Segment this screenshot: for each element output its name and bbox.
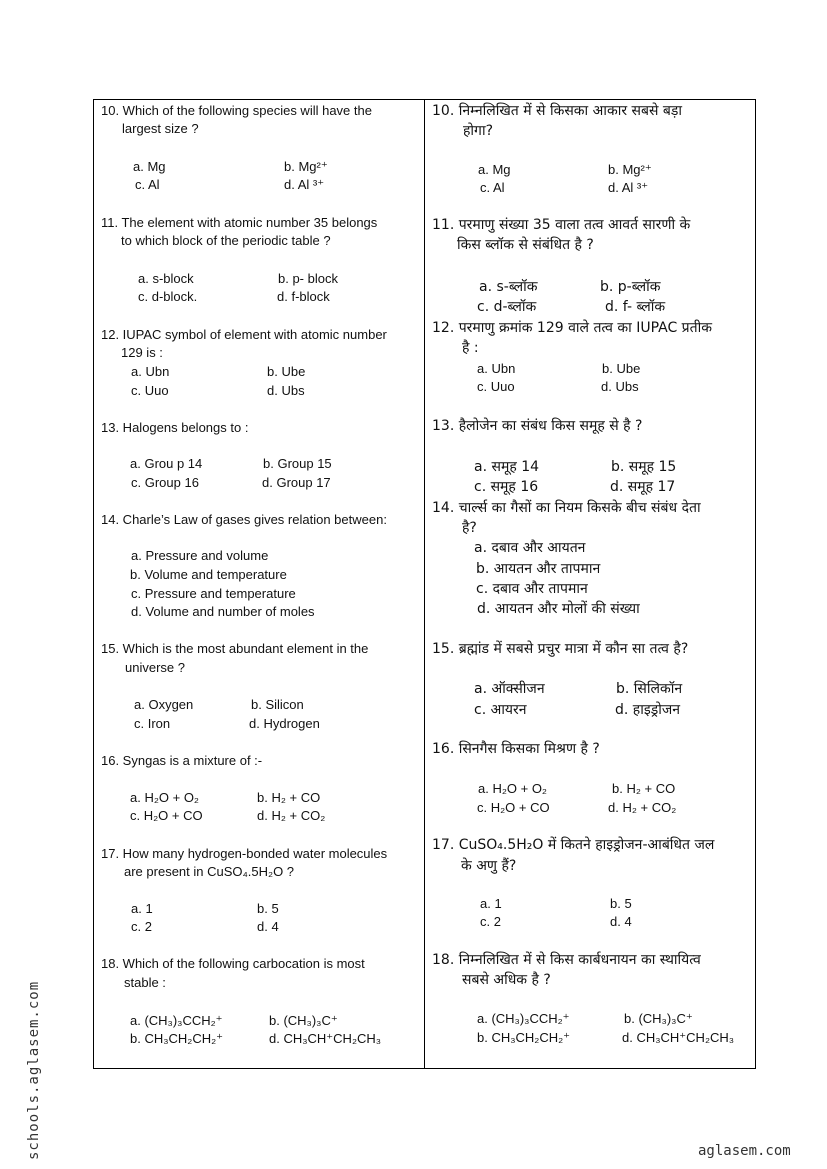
option-b: b. Ube bbox=[602, 361, 641, 376]
question-stem: 16. सिनगैस किसका मिश्रण है ? bbox=[432, 741, 600, 757]
option-a: a. Mg bbox=[478, 162, 511, 177]
option-d: d. Ubs bbox=[601, 379, 639, 394]
option-c: c. d-ब्लॉक bbox=[477, 299, 537, 315]
option-b: b. Silicon bbox=[251, 697, 304, 712]
option-d: d. आयतन और मोलों की संख्या bbox=[477, 601, 640, 617]
option-b: b. 5 bbox=[257, 901, 279, 916]
option-b: b. Group 15 bbox=[263, 456, 332, 471]
option-c: c. Group 16 bbox=[131, 475, 199, 490]
option-a: a. 1 bbox=[131, 901, 153, 916]
question-stem: 13. Halogens belongs to : bbox=[101, 420, 249, 435]
question-stem: 17. CuSO₄.5H₂O में कितने हाइड्रोजन-आबंधित जल bbox=[432, 837, 715, 853]
question-stem: 18. Which of the following carbocation is most bbox=[101, 956, 365, 971]
question-stem: 17. How many hydrogen-bonded water molecules bbox=[101, 846, 388, 861]
question-stem: 14. चार्ल्स का गैसों का नियम किसके बीच संबंध देता bbox=[432, 500, 701, 516]
question-stem: किस ब्लॉक से संबंधित है ? bbox=[457, 237, 594, 253]
option-a: a. s-block bbox=[138, 271, 194, 286]
footer-watermark: aglasem.com bbox=[698, 1143, 791, 1159]
option-b: b. सिलिकॉन bbox=[616, 681, 683, 697]
option-b: b. (CH₃)₃C⁺ bbox=[269, 1013, 338, 1028]
option-a: a. Ubn bbox=[477, 361, 516, 376]
option-b: b. समूह 15 bbox=[611, 459, 677, 475]
question-stem: to which block of the periodic table ? bbox=[121, 233, 331, 248]
option-b: b. Mg²⁺ bbox=[608, 162, 652, 177]
question-stem: 15. ब्रह्मांड में सबसे प्रचुर मात्रा में कौन सा तत्व है? bbox=[432, 641, 689, 657]
option-d: d. CH₃CH⁺CH₂CH₃ bbox=[622, 1030, 735, 1045]
option-c: c. H₂O + CO bbox=[130, 808, 203, 823]
option-c: c. Al bbox=[135, 177, 160, 192]
question-stem: के अणु हैं? bbox=[461, 858, 517, 874]
question-stem: are present in CuSO₄.5H₂O ? bbox=[124, 864, 295, 879]
option-d: d. Ubs bbox=[267, 383, 305, 398]
option-c: c. 2 bbox=[480, 914, 501, 929]
option-d: d. Al ³⁺ bbox=[284, 177, 325, 192]
option-c: c. Uuo bbox=[131, 383, 169, 398]
question-stem: 11. परमाणु संख्या 35 वाला तत्व आवर्त सारणी के bbox=[432, 217, 691, 233]
option-b: b. p-ब्लॉक bbox=[600, 279, 661, 295]
question-stem: 10. निम्नलिखित में से किसका आकार सबसे बड़ा bbox=[432, 103, 682, 119]
option-b: b. (CH₃)₃C⁺ bbox=[624, 1011, 693, 1026]
question-stem: 13. हैलोजेन का संबंध किस समूह से है ? bbox=[432, 418, 643, 434]
option-a: a. दबाव और आयतन bbox=[474, 540, 586, 556]
option-b: b. p- block bbox=[278, 271, 338, 286]
question-stem: सबसे अधिक है ? bbox=[462, 972, 551, 988]
option-a: a. Pressure and volume bbox=[131, 548, 269, 563]
option-a: a. 1 bbox=[480, 896, 502, 911]
column-divider bbox=[424, 99, 425, 1069]
option-a: a. Grou p 14 bbox=[130, 456, 203, 471]
option-b: b. Volume and temperature bbox=[130, 567, 287, 582]
option-b: b. Ube bbox=[267, 364, 306, 379]
option-c: c. H₂O + CO bbox=[477, 800, 550, 815]
option-a: a. ऑक्सीजन bbox=[474, 681, 545, 697]
option-c: b. CH₃CH₂CH₂⁺ bbox=[130, 1031, 224, 1046]
question-stem: 129 is : bbox=[121, 345, 163, 360]
option-d: d. Group 17 bbox=[262, 475, 331, 490]
question-stem: है : bbox=[462, 340, 479, 356]
option-a: a. Oxygen bbox=[134, 697, 194, 712]
option-a: a. Ubn bbox=[131, 364, 170, 379]
option-c: c. समूह 16 bbox=[474, 479, 539, 495]
option-d: d. 4 bbox=[610, 914, 632, 929]
option-c: c. आयरन bbox=[474, 702, 527, 718]
question-stem: है? bbox=[462, 520, 477, 536]
question-stem: 14. Charle’s Law of gases gives relation between: bbox=[101, 512, 387, 527]
option-b: b. 5 bbox=[610, 896, 632, 911]
question-stem: 10. Which of the following species will have the bbox=[101, 103, 372, 118]
option-a: a. Mg bbox=[133, 159, 166, 174]
option-d: d. CH₃CH⁺CH₂CH₃ bbox=[269, 1031, 382, 1046]
option-a: a. H₂O + O₂ bbox=[130, 790, 199, 805]
option-d: d. समूह 17 bbox=[610, 479, 676, 495]
option-c: c. Uuo bbox=[477, 379, 515, 394]
option-a: a. H₂O + O₂ bbox=[478, 781, 547, 796]
option-c: c. Iron bbox=[134, 716, 171, 731]
question-stem: universe ? bbox=[125, 660, 185, 675]
option-a: a. s-ब्लॉक bbox=[479, 279, 538, 295]
question-stem: 11. The element with atomic number 35 belongs bbox=[101, 215, 378, 230]
option-d: d. Al ³⁺ bbox=[608, 180, 649, 195]
option-c: c. दबाव और तापमान bbox=[476, 581, 588, 597]
option-c: c. Al bbox=[480, 180, 505, 195]
option-c: b. CH₃CH₂CH₂⁺ bbox=[477, 1030, 571, 1045]
option-b: b. आयतन और तापमान bbox=[476, 561, 601, 577]
option-d: d. f- ब्लॉक bbox=[605, 299, 666, 315]
question-stem: 18. निम्नलिखित में से किस कार्बधनायन का स्थायित्व bbox=[432, 952, 701, 968]
option-d: d. 4 bbox=[257, 919, 279, 934]
option-c: c. d-block. bbox=[138, 289, 198, 304]
question-stem: largest size ? bbox=[122, 121, 199, 136]
question-stem: stable : bbox=[124, 975, 166, 990]
option-b: b. Mg²⁺ bbox=[284, 159, 328, 174]
question-stem: 12. परमाणु क्रमांक 129 वाले तत्व का IUPAC प्रतीक bbox=[432, 320, 712, 336]
option-d: d. हाइड्रोजन bbox=[615, 702, 680, 718]
option-d: d. H₂ + CO₂ bbox=[608, 800, 677, 815]
option-a: a. (CH₃)₃CCH₂⁺ bbox=[130, 1013, 223, 1028]
option-a: a. समूह 14 bbox=[474, 459, 540, 475]
option-b: b. H₂ + CO bbox=[257, 790, 321, 805]
option-c: c. Pressure and temperature bbox=[131, 586, 296, 601]
option-a: a. (CH₃)₃CCH₂⁺ bbox=[477, 1011, 570, 1026]
option-b: b. H₂ + CO bbox=[612, 781, 676, 796]
question-stem: 15. Which is the most abundant element in the bbox=[101, 641, 369, 656]
question-stem: 16. Syngas is a mixture of :- bbox=[101, 753, 263, 768]
option-d: d. Volume and number of moles bbox=[131, 604, 315, 619]
side-watermark: schools.aglasem.com bbox=[26, 980, 42, 1160]
question-stem: 12. IUPAC symbol of element with atomic number bbox=[101, 327, 387, 342]
option-c: c. 2 bbox=[131, 919, 152, 934]
question-stem: होगा? bbox=[463, 123, 493, 139]
option-d: d. H₂ + CO₂ bbox=[257, 808, 326, 823]
option-d: d. Hydrogen bbox=[249, 716, 320, 731]
option-d: d. f-block bbox=[277, 289, 330, 304]
